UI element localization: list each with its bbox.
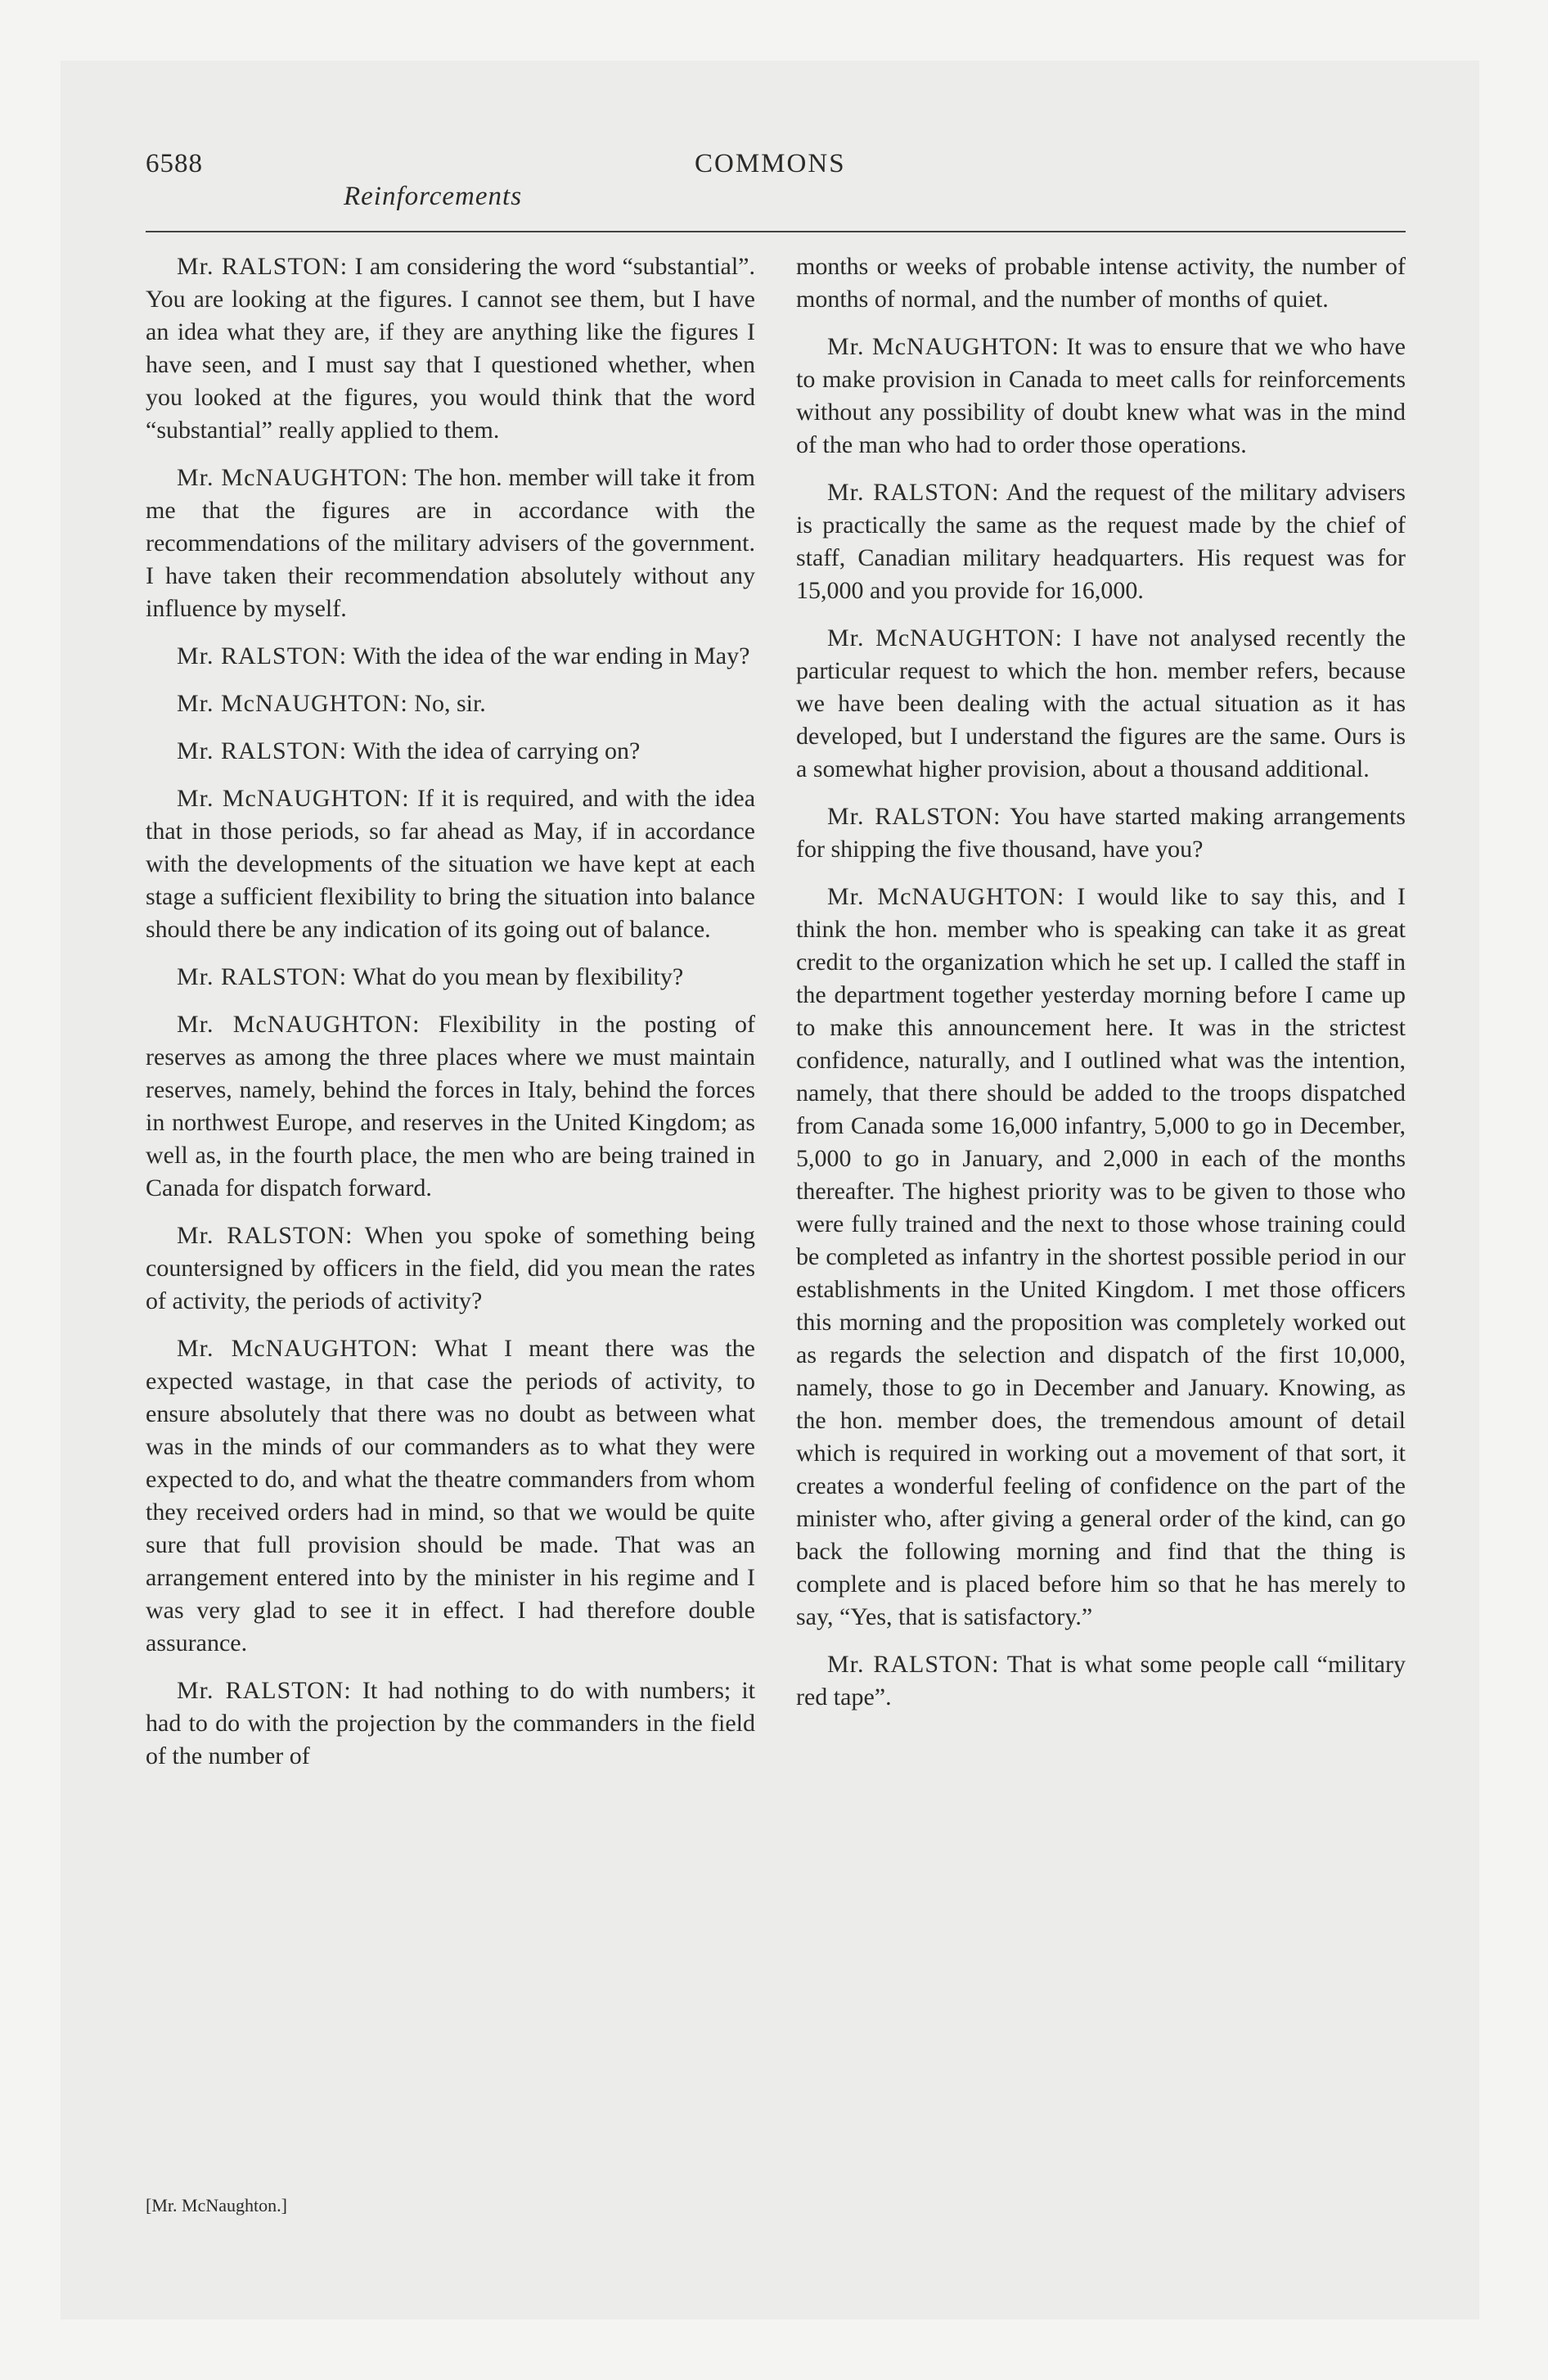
speaker-name: Mr. RALSTON:	[177, 1677, 352, 1704]
speaker-name: Mr. RALSTON:	[827, 479, 1000, 506]
paragraph	[146, 782, 755, 946]
speech-text: You have started making arrangements for shipping the five thousand, have you?	[796, 803, 1406, 863]
paragraph-continuation	[796, 250, 1406, 316]
speech-text: The hon. member will take it from me that the figures are in accordance with the recommendations of the military advisers of the government. I have taken their recommendation absolutely without any influence by myself.	[146, 464, 755, 622]
speech-text: What do you mean by flexibility?	[353, 963, 684, 990]
speaker-name: Mr. McNAUGHTON:	[827, 883, 1065, 910]
paragraph	[796, 881, 1406, 1634]
speaker-name: Mr. McNAUGHTON:	[827, 624, 1063, 651]
left-column	[146, 250, 755, 1787]
speech-text: months or weeks of probable intense activity, the number of months of normal, and the number of months of quiet.	[796, 253, 1406, 313]
paragraph	[146, 961, 755, 994]
paragraph	[796, 800, 1406, 866]
paragraph	[796, 1648, 1406, 1714]
header-rule	[146, 231, 1406, 232]
paragraph	[146, 1008, 755, 1205]
paragraph	[146, 462, 755, 625]
paragraph	[146, 640, 755, 673]
speaker-footnote: [Mr. McNaughton.]	[146, 2195, 287, 2215]
speaker-name: Mr. RALSTON:	[827, 1651, 1000, 1678]
speaker-name: Mr. McNAUGHTON:	[177, 785, 410, 812]
paragraph	[146, 735, 755, 768]
speech-text: I am considering the word “substantial”. You are looking at the figures. I cannot see them, but I have an idea what they are, if they are anything like the figures I have seen, and I must say that I questioned whether, when you looked at the figures, you would think that the word “substantial” really applied to them.	[146, 253, 755, 444]
speaker-name: Mr. RALSTON:	[177, 1222, 353, 1249]
speech-text: What I meant there was the expected wastage, in that case the periods of activity, to ensure absolutely that there was no doubt as between what was in the minds of our commanders as to what they were expected to do, and what the theatre commanders from whom they received orders had in mind, so that we would be quite sure that full provision should be made. That was an arrangement entered into by the minister in his regime and I was very glad to see it in effect. I had therefore double assurance.	[146, 1335, 755, 1657]
paragraph	[146, 1332, 755, 1660]
paragraph	[796, 476, 1406, 607]
speech-text: With the idea of the war ending in May?	[353, 642, 750, 669]
speaker-name: Mr. RALSTON:	[177, 253, 349, 280]
speaker-name: Mr. McNAUGHTON:	[177, 690, 408, 717]
speech-text: No, sir.	[414, 690, 486, 717]
page-number: 6588	[146, 149, 203, 178]
speech-text: I would like to say this, and I think the hon. member who is speaking can take it as great credit to the organization which he set up. I called the staff in the department together yesterday morning before I came up to make this announcement here. It was in the strictest confidence, naturally, and I outlined what was the intention, namely, that there should be added to the troops dispatched from Canada some 16,000 infantry, 5,000 to go in December, 5,000 to go in January, and 2,000 in each of the months thereafter. The highest priority was to be given to those who were fully trained and the next to those whose training could be completed as infantry in the shortest possible period in our establishments in the United Kingdom. I met those officers this morning and the proposition was completely worked out as regards the selection and dispatch of the first 10,000, namely, those to go in December and January. Knowing, as the hon. member does, the tremendous amount of detail which is required in working out a movement of that sort, it creates a wonderful feeling of confidence on the part of the minister who, after giving a general order of the kind, can go back the following morning and find that the thing is complete and is placed before him so that he has merely to say, “Yes, that is satisfactory.”	[796, 883, 1406, 1630]
section-title: Reinforcements	[344, 182, 523, 211]
paragraph	[796, 622, 1406, 786]
paragraph	[146, 1219, 755, 1318]
paragraph	[146, 250, 755, 447]
page-header	[61, 61, 1479, 241]
speech-text: With the idea of carrying on?	[353, 737, 641, 764]
speaker-name: Mr. RALSTON:	[177, 642, 348, 669]
speaker-name: Mr. McNAUGHTON:	[177, 1011, 421, 1038]
right-column	[796, 250, 1406, 1729]
speaker-name: Mr. RALSTON:	[177, 737, 348, 764]
speech-text: It had nothing to do with numbers; it had to do with the projection by the commanders in the field of the number of	[146, 1677, 755, 1769]
speech-text: I have not analysed recently the particular request to which the hon. member refers, because we have been dealing with the actual situation as it has developed, but I understand the figures are the same. Ours is a somewhat higher provision, about a thousand additional.	[796, 624, 1406, 782]
chamber-title: COMMONS	[695, 149, 846, 178]
speech-text: That is what some people call “military red tape”.	[796, 1651, 1406, 1711]
speaker-name: Mr. McNAUGHTON:	[177, 1335, 419, 1362]
speech-text: Flexibility in the posting of reserves as among the three places where we must maintain reserves, namely, behind the forces in Italy, behind the forces in northwest Europe, and reserves in the United Kingdom; as well as, in the fourth place, the men who are being trained in Canada for dispatch forward.	[146, 1011, 755, 1201]
speech-text: It was to ensure that we who have to make provision in Canada to meet calls for reinforcements without any possibility of doubt knew what was in the mind of the man who had to order those operations.	[796, 333, 1406, 458]
speech-text: When you spoke of something being countersigned by officers in the field, did you mean the rates of activity, the periods of activity?	[146, 1222, 755, 1314]
speaker-name: Mr. McNAUGHTON:	[177, 464, 409, 491]
paragraph	[146, 1675, 755, 1773]
speech-text: And the request of the military advisers is practically the same as the request made by the chief of staff, Canadian military headquarters. His request was for 15,000 and you provide for 16,000.	[796, 479, 1406, 604]
speaker-name: Mr. RALSTON:	[827, 803, 1001, 830]
speaker-name: Mr. McNAUGHTON:	[827, 333, 1060, 360]
speech-text: If it is required, and with the idea that in those periods, so far ahead as May, if in accordance with the developments of the situation we have kept at each stage a sufficient flexibility to bring the situation into balance should there be any indication of its going out of balance.	[146, 785, 756, 943]
hansard-page	[61, 61, 1479, 2319]
speaker-name: Mr. RALSTON:	[177, 963, 348, 990]
paragraph	[796, 331, 1406, 462]
paragraph	[146, 687, 755, 720]
